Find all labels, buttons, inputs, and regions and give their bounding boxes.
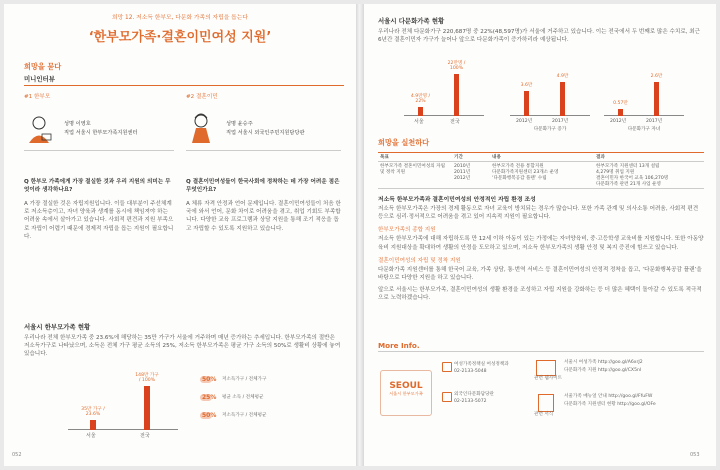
x-label: 전국 — [450, 119, 460, 125]
link-group-label: 관련 서식 — [534, 412, 554, 417]
x-label: 2012년 — [610, 119, 627, 124]
table-cell: 2010년 2011년 2012년 — [454, 164, 471, 181]
table-header: 내용 — [492, 155, 501, 160]
section-sub: 미니인터뷰 — [24, 75, 55, 83]
stats-title: 서울시 다문화가족 현황 — [378, 17, 445, 25]
data-label: 22만명 / 100% — [447, 60, 466, 72]
chart-bar — [90, 420, 96, 430]
link-group-label: 관련 웹사이트 — [534, 376, 563, 381]
table-cell: 한부모가족 지원센터 13개 설립 4,279명 취업 지원 결혼이민자 한국어 교육 106,270명 다문화가족 관련 21개 사업 운영 — [596, 164, 669, 187]
stats-title: 서울시 한부모가족 현황 — [24, 323, 91, 331]
data-label: 3.6만 — [520, 83, 533, 89]
data-label: 148만 가구 / 100% — [135, 372, 159, 384]
x-label: 2017년 — [552, 119, 569, 124]
chart-title: 다문화가구 자녀 — [627, 127, 661, 132]
body-paragraph: 저소득 한부모가족에 대해 자립하도록 만 12세 이하 아동이 있는 가정에는 자녀양육비, 중·고등학생 교육비를 지원합니다. 또한 아동양육비 지원대상을 확대하여 생활의 안정을 도모하고 있으며, 저소득 한부모가족의 생활 안정 및 복지 증진에 힘쓰고 있습니다. — [378, 236, 704, 251]
fact-pct: 50% — [202, 412, 217, 419]
page-title: ‘한부모가족·결혼이민여성 지원’ — [88, 30, 272, 45]
data-label: 4.9만 — [556, 74, 569, 80]
growth-chart — [510, 68, 590, 116]
x-label: 서울 — [414, 119, 424, 125]
fact-pct: 25% — [202, 394, 217, 401]
chart-axis — [68, 429, 178, 430]
chart-bar — [144, 386, 150, 430]
fact-text: 저소득가구 / 전체평균 — [222, 413, 267, 418]
phone-link[interactable]: 02-2133-5048 — [454, 369, 487, 374]
data-label: 4.9만명 / 22% — [410, 93, 431, 105]
document-icon — [538, 394, 554, 412]
card-answer: A 체류 자격 안정과 언어 문제입니다. 결혼이민여성들이 처음 한국에 와서 언어, 문화 차이로 어려움을 겪고, 취업 기회도 부족합니다. 다양한 교육 프로그램과 상담 지원을 통해 조기 적응을 돕고 자립할 수 있도록 지원하고 있습니다. — [186, 201, 341, 232]
chart-bar — [618, 109, 623, 116]
card-job: 직업 서울시 한부모가족지원센터 — [64, 130, 138, 136]
body-heading: 저소득 한부모가족과 결혼이민여성의 안정적인 자립 환경 조성 — [378, 197, 536, 203]
card-name: 성명 이영호 — [64, 121, 91, 127]
divider — [24, 85, 344, 86]
data-label: 35만 가구 / 23.6% — [81, 406, 105, 418]
person-illustration-icon — [26, 114, 52, 144]
x-label: 서울 — [86, 433, 96, 439]
interview-card-1 — [24, 92, 174, 304]
summary-table — [378, 152, 704, 189]
table-cell: 한부모가족 전용 통합지원 다문화가족지원센터 23개소 운영 ‘다문화행복공감 플랜’ 수립 — [492, 164, 559, 181]
chart-bar — [418, 107, 423, 116]
phone-icon — [442, 362, 452, 372]
chart-bar — [454, 74, 459, 116]
card-name: 성명 윤승주 — [226, 121, 253, 127]
body-heading: 결혼이민여성의 자립 및 정착 지원 — [378, 257, 461, 264]
link[interactable]: 다문화가족 지원 http://goo.gl/CX5nl — [564, 368, 642, 373]
link[interactable]: 서울가족 매뉴얼 안내 http://goo.gl/FfuFW — [564, 394, 653, 399]
table-cell: 한부모가족 결혼이민여성의 자립 및 정착 지원 — [380, 164, 446, 175]
body-text — [378, 194, 704, 303]
card-question: Q 결혼이민여성들이 한국사회에 정착하는 데 가장 어려운 점은 무엇인가요? — [186, 179, 340, 194]
table-header: 기간 — [454, 155, 463, 160]
fact-text: 저소득가구 / 전체가구 — [222, 377, 267, 382]
table-row — [378, 162, 704, 189]
section-label: 희망을 묻다 — [24, 62, 62, 71]
data-label: 2.6만 — [650, 74, 663, 80]
phone-link[interactable]: 02-2133-5072 — [454, 399, 487, 404]
phone-icon — [442, 392, 452, 402]
link[interactable]: 다문화가족 지원센터 현황 http://goo.gl/OFe — [564, 402, 656, 407]
card-answer: A 가장 절실한 것은 자립지원입니다. 이들 대부분이 주선체계로 저소득층이고, 자녀 양육과 생계를 동시에 책임져야 하는 어려움 속에서 살아가고 있습니다. 사회적 편견과 지원 부족으로 자립이 어렵기 때문에 경제적 자립을 돕는 지원이 필요합니다. — [24, 201, 174, 240]
card-job: 직업 서울시 외국인주민지원담당관 — [226, 130, 305, 136]
page-number: 052 — [12, 452, 22, 458]
chart-bar — [560, 82, 565, 116]
fact-text: 평균 소득 / 전체평균 — [222, 395, 264, 400]
section-label: 희망을 실천하다 — [378, 138, 430, 147]
fact-pct: 50% — [202, 376, 217, 383]
interview-card-2 — [186, 92, 341, 304]
website-icon — [536, 360, 556, 376]
more-info-label: More Info. — [378, 341, 420, 350]
multicultural-chart — [404, 60, 484, 116]
table-header: 결과 — [596, 155, 605, 160]
body-paragraph: 앞으로 서울시는 한부모가족, 결혼이민여성의 생활 환경을 조성하고 자립 지원을 강화하는 등 더 많은 혜택이 돌아갈 수 있도록 적극적으로 노력하겠습니다. — [378, 287, 702, 302]
children-chart — [604, 68, 684, 116]
left-page — [4, 4, 356, 466]
chart-bar — [524, 91, 529, 116]
right-page: 서울시 다문화가족 현황 우리나라 전체 다문화가구 220,687명 중 22%(48,597명)가 서울에 거주하고 있습니다. 이는 전국에서 두 번째로 많은 수치로, 최근 6년간 결혼이민자 가구가 늘어나 앞으로 다문화가족이 증가하리라 예상됩니다. 4.9만명 / 22% 22만명 / 100% 서울 전국 3.6만 4.9만 2012년 2017년 다문화가구 증가 0.57만 2.6만 2012년 2017년 다문화가구 자녀 희망을 실천하다 목표 기간 내용 결과 한부모가족 결혼이민여성의 자립 및 정착 지원 2010년 2011년 2012년 한부모가족 전용 통합지원 다문화가족지원센터 23개소 운영 ‘다문화행복공감 플랜’ 수립 한부모가족 지원센터 13개 설립 4,279명 취업 지원 결혼이민자 한국어 교육 106,270명 다문화가족 관련 21개 사업 운영 저소득 한부모가족과 결혼이민여성의 안정적인 자립 환경 조성 저소득 한부모가족은 가장의 경제 활동으로 자녀 교육이 방치되는 경우가 많습니다. 또한 가족 관계 및 의사소통 어려움, 사회적 편견 등으로 심리·정서적으로 어려움을 겪고 있어 지속적 지원이 필요합니다. 한부모가족의 종합 지원 저소득 한부모가족에 대해 자립하도록 만 12세 이하 아동이 있는 가정에는 자녀양육비, 중·고등학생 교육비를 지원합니다. 또한 아동양육비 지원대상을 확대하여 생활의 안정을 도모하고 있으며, 저소득 한부모가족의 생활 안정 및 복지 증진에 힘쓰고 있습니다. 결혼이민여성의 자립 및 정착 지원 다문화가족 지원센터를 통해 한국어 교육, 가족 상담, 통·번역 서비스 등 결혼이민여성의 안정적 정착을 돕고, ‘다문화행복공감 플랜’을 바탕으로 다양한 지원을 하고 있습니다. 앞으로 서울시는 한부모가족, 결혼이민여성의 생활 환경을 조성하고 자립 지원을 강화하는 등 더 많은 혜택이 돌아갈 수 있도록 적극적으로 노력하겠습니다. More Info. SEOUL 서울시 한부모가족 여성가족정책실 여성정책과 02-2133-5048 외국인다문화담당관 02-2133-5072 관련 웹사이트 서울시 여성가족 http://goo.gl/A6xrJ2 다문화가족 지원 http://goo.gl/CX5nl 관련 서식 서울가족 매뉴얼 안내 http://goo.gl/FfuFW 다문화가족 지원센터 현황 http://goo.gl/OFe 053 — [364, 4, 716, 466]
link[interactable]: 서울시 여성가족 http://goo.gl/A6xrJ2 — [564, 360, 643, 365]
table-header: 목표 — [380, 155, 389, 160]
data-label: 0.57만 — [613, 101, 628, 107]
stats-text: 우리나라 전체 다문화가구 220,687명 중 22%(48,597명)가 서울에 거주하고 있습니다. 이는 전국에서 두 번째로 많은 수치로, 최근 6년간 결혼이민자 가구가 늘어나 앞으로 다문화가족이 증가하리라 예상됩니다. — [378, 29, 701, 44]
x-label: 전국 — [140, 433, 150, 439]
kicker: 희망 12. 저소득 한부모, 다문화 가족의 자립을 돕는다 — [112, 15, 248, 21]
x-label: 2017년 — [646, 119, 663, 124]
card-number: #1 한부모 — [24, 94, 51, 100]
body-paragraph: 저소득 한부모가족은 가장의 경제 활동으로 자녀 교육이 방치되는 경우가 많습니다. 또한 가족 관계 및 의사소통 어려움, 사회적 편견 등으로 심리·정서적으로 어려움을 겪고 있어 지속적 지원이 필요합니다. — [378, 206, 699, 221]
seoul-logo: SEOUL 서울시 한부모가족 — [380, 370, 432, 416]
chart-title: 다문화가구 증가 — [533, 127, 567, 132]
woman-illustration-icon — [188, 112, 214, 144]
card-question: Q 한부모 가족에게 가장 절실한 것과 우리 지원의 의미는 무엇이라 생각하나요? — [24, 179, 171, 194]
page-gutter — [356, 4, 364, 466]
x-label: 2012년 — [516, 119, 533, 124]
chart-bar — [654, 82, 659, 116]
body-heading: 한부모가족의 종합 지원 — [378, 227, 436, 234]
stats-text: 우리나라 전체 한부모가족 중 23.6%에 해당하는 35만 가구가 서울에 거주하며 매년 증가하는 추세입니다. 한부모가족의 절반은 저소득가구로 나타났으며, 소득은 전체 가구 평균 소득의 25%, 저소득 한부모가족은 평균 가구 소득의 50%로 생활비 상황에 놓여 있습니다. — [24, 335, 341, 358]
card-number: #2 결혼이민 — [186, 94, 218, 100]
body-paragraph: 다문화가족 지원센터를 통해 한국어 교육, 가족 상담, 통·번역 서비스 등 결혼이민여성의 안정적 정착을 돕고, ‘다문화행복공감 플랜’을 바탕으로 다양한 지원을 하고 있습니다. — [378, 266, 702, 282]
page-number: 053 — [690, 452, 700, 458]
single-parent-chart — [68, 372, 178, 430]
